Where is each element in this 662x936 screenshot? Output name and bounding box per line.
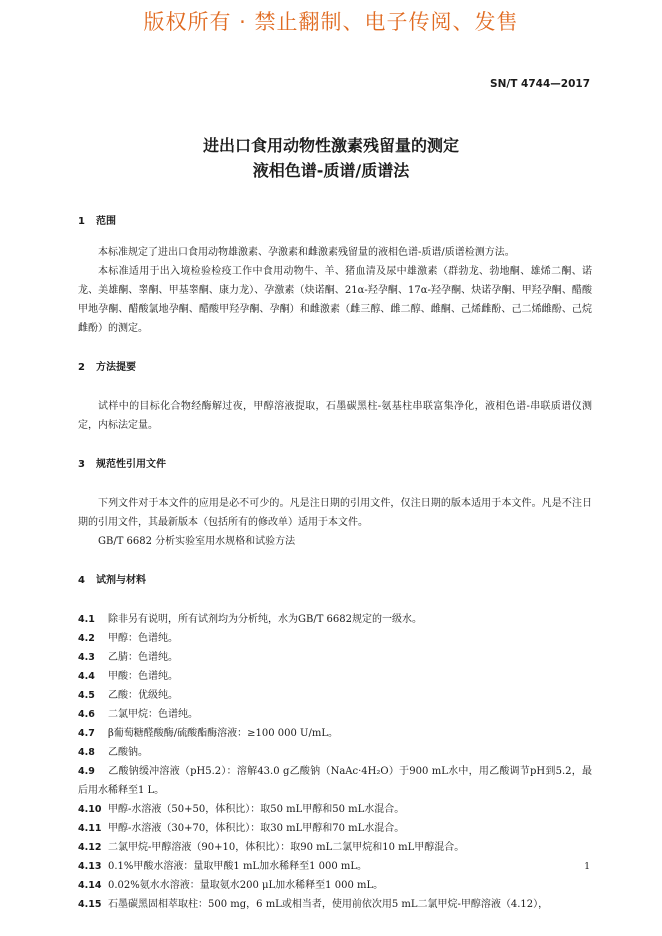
reagent-text: 乙酸钠缓冲溶液（pH5.2）：溶解43.0 g乙酸钠（NaAc·4H₂O）于900 mL水中，用乙酸调节pH到5.2，最后用水稀释至1 L。 bbox=[78, 766, 592, 796]
reagent-number: 4.14 bbox=[78, 880, 102, 891]
title-line-2: 液相色谱-质谱/质谱法 bbox=[252, 161, 410, 180]
reagent-item bbox=[78, 762, 592, 800]
reagent-item bbox=[78, 819, 592, 838]
normative-reference: GB/T 6682 分析实验室用水规格和试验方法 bbox=[98, 536, 296, 547]
paragraph: 本标准适用于出入境检验检疫工作中食用动物牛、羊、猪血清及尿中雄激素（群勃龙、勃地酮、雄烯二酮、诺龙、美雄酮、睾酮、甲基睾酮、康力龙）、孕激素（炔诺酮、21α-羟孕酮、17α-羟孕酮、炔诺孕酮、甲羟孕酮、醋酸甲地孕酮、醋酸氯地孕酮、醋酸甲羟孕酮、孕酮）和雌激素（雌三醇、雌二醇、雌酮、己烯雌酚、己二烯雌酚、己烷雌酚）的测定。 bbox=[78, 266, 592, 334]
reagent-item bbox=[78, 743, 592, 762]
section-heading-method bbox=[78, 358, 592, 377]
reagent-number: 4.12 bbox=[78, 842, 102, 853]
reagent-text: 除非另有说明，所有试剂均为分析纯，水为GB/T 6682规定的一级水。 bbox=[108, 614, 423, 625]
section-heading-references bbox=[78, 455, 592, 474]
reagent-item bbox=[78, 876, 592, 895]
section-title: 方法提要 bbox=[96, 362, 136, 373]
section-title: 试剂与材料 bbox=[96, 575, 146, 586]
reagent-text: 甲醇-水溶液（30+70，体积比）：取30 mL甲醇和70 mL水混合。 bbox=[108, 823, 405, 834]
copyright-watermark: 版权所有 · 禁止翻制、电子传阅、发售 bbox=[143, 10, 519, 34]
reagent-text: 石墨碳黑固相萃取柱：500 mg，6 mL或相当者，使用前依次用5 mL二氯甲烷-甲醇溶液（4.12）， bbox=[108, 899, 549, 910]
document-title bbox=[0, 133, 662, 183]
reagent-number: 4.5 bbox=[78, 690, 95, 701]
reagent-item bbox=[78, 705, 592, 724]
reagent-number: 4.1 bbox=[78, 614, 95, 625]
reagent-text: 乙酸：优级纯。 bbox=[108, 690, 178, 701]
reagent-text: 甲醇-水溶液（50+50，体积比）：取50 mL甲醇和50 mL水混合。 bbox=[108, 804, 405, 815]
reagent-number: 4.9 bbox=[78, 766, 95, 777]
reagent-list bbox=[78, 610, 592, 914]
document-body bbox=[78, 212, 592, 914]
reagent-item bbox=[78, 648, 592, 667]
reagent-text: 二氯甲烷-甲醇溶液（90+10，体积比）：取90 mL二氯甲烷和10 mL甲醇混合。 bbox=[108, 842, 465, 853]
paragraph: 本标准规定了进出口食用动物雄激素、孕激素和雌激素残留量的液相色谱-质谱/质谱检测方法。 bbox=[98, 247, 515, 258]
reagent-number: 4.8 bbox=[78, 747, 95, 758]
reagent-number: 4.10 bbox=[78, 804, 102, 815]
paragraph: 试样中的目标化合物经酶解过夜，甲醇溶液提取，石墨碳黑柱-氨基柱串联富集净化，液相色谱-串联质谱仪测定，内标法定量。 bbox=[78, 401, 592, 431]
page-number: 1 bbox=[584, 862, 590, 872]
reagent-item bbox=[78, 838, 592, 857]
reagent-item bbox=[78, 895, 592, 914]
standard-code: SN/T 4744—2017 bbox=[490, 78, 590, 90]
reagent-item bbox=[78, 629, 592, 648]
reagent-number: 4.11 bbox=[78, 823, 102, 834]
reagent-text: 乙酸钠。 bbox=[108, 747, 148, 758]
paragraph: 下列文件对于本文件的应用是必不可少的。凡是注日期的引用文件，仅注日期的版本适用于本文件。凡是不注日期的引用文件，其最新版本（包括所有的修改单）适用于本文件。 bbox=[78, 498, 592, 528]
reagent-text: 0.02%氨水水溶液：量取氨水200 μL加水稀释至1 000 mL。 bbox=[108, 880, 384, 891]
reagent-text: 甲醇：色谱纯。 bbox=[108, 633, 178, 644]
reagent-text: 甲酸：色谱纯。 bbox=[108, 671, 178, 682]
section-heading-scope bbox=[78, 212, 592, 231]
reagent-item bbox=[78, 800, 592, 819]
reagent-item bbox=[78, 610, 592, 629]
reagent-number: 4.2 bbox=[78, 633, 95, 644]
section-title: 规范性引用文件 bbox=[96, 459, 166, 470]
reagent-item bbox=[78, 667, 592, 686]
reagent-text: 乙腈：色谱纯。 bbox=[108, 652, 178, 663]
section-number: 2 bbox=[78, 362, 85, 373]
reagent-text: β葡萄糖醛酸酶/硫酸酯酶溶液：≥100 000 U/mL。 bbox=[108, 728, 338, 739]
reagent-text: 二氯甲烷：色谱纯。 bbox=[108, 709, 198, 720]
reagent-number: 4.7 bbox=[78, 728, 95, 739]
section-heading-reagents bbox=[78, 571, 592, 590]
reagent-number: 4.13 bbox=[78, 861, 102, 872]
title-line-1: 进出口食用动物性激素残留量的测定 bbox=[202, 136, 459, 155]
section-number: 4 bbox=[78, 575, 85, 586]
reagent-text: 0.1%甲酸水溶液：量取甲酸1 mL加水稀释至1 000 mL。 bbox=[108, 861, 367, 872]
section-title: 范围 bbox=[96, 216, 116, 227]
section-number: 1 bbox=[78, 216, 85, 227]
reagent-number: 4.3 bbox=[78, 652, 95, 663]
reagent-item bbox=[78, 857, 592, 876]
reagent-number: 4.15 bbox=[78, 899, 102, 910]
reagent-item bbox=[78, 686, 592, 705]
section-number: 3 bbox=[78, 459, 85, 470]
reagent-number: 4.6 bbox=[78, 709, 95, 720]
reagent-item bbox=[78, 724, 592, 743]
reagent-number: 4.4 bbox=[78, 671, 95, 682]
